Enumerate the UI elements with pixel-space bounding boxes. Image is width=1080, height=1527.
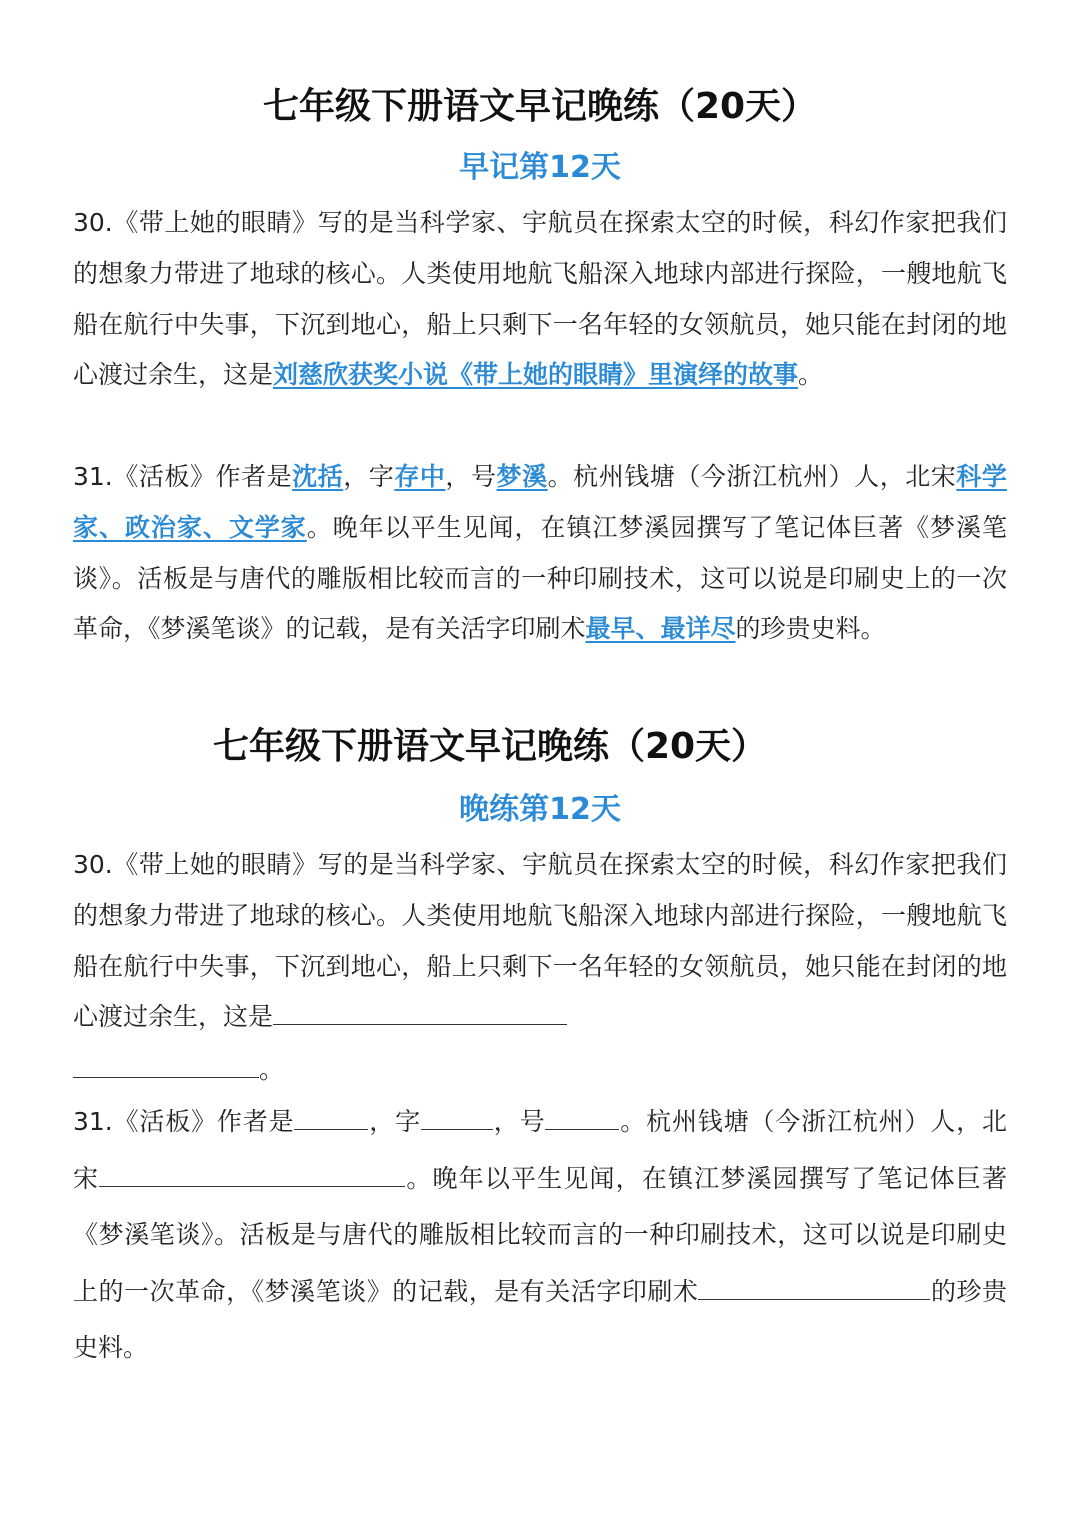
e-q31-text-3: ，号: [492, 1107, 546, 1136]
morning-subtitle: 早记第12天: [459, 150, 621, 185]
q31-answer-author: 沈括: [292, 462, 344, 491]
e-q31-text-1: 31.《活板》作者是: [73, 1107, 295, 1136]
e-q30-text: 30.《带上她的眼睛》写的是当科学家、宇航员在探索太空的时候，科幻作家把我们的想象力带进了地球的核心。人类使用地航飞船深入地球内部进行探险，一艘地航飞船在航行中失事，下沉到地心，船上只剩下一名年轻的女领航员，她只能在封闭的地心渡过余生，这是: [73, 850, 1007, 1032]
e-q30-blank-2[interactable]: [73, 1051, 259, 1078]
q31-text-4: 。杭州钱塘（今浙江杭州）人，北宋: [547, 462, 957, 491]
morning-q31: [73, 452, 1007, 655]
q31-text-1: 31.《活板》作者是: [73, 462, 293, 491]
evening-q30: [73, 840, 1007, 1096]
morning-q30: [73, 198, 1007, 401]
q31-text-2: ，字: [343, 462, 395, 491]
q30-text: 30.《带上她的眼睛》写的是当科学家、宇航员在探索太空的时候，科幻作家把我们的想象力带进了地球的核心。人类使用地航飞船深入地球内部进行探险，一艘地航飞船在航行中失事，下沉到地心，船上只剩下一名年轻的女领航员，她只能在封闭的地心渡过余生，这是: [73, 208, 1007, 390]
e-q30-end: 。: [259, 1055, 285, 1085]
e-q31-text-4: 。杭州钱塘（今浙江杭州）人，北宋: [73, 1107, 1007, 1193]
e-q31-text-2: ，字: [368, 1107, 421, 1136]
q31-answer-earliest: 最早、最详尽: [585, 614, 736, 644]
e-q30-blank-1[interactable]: [273, 998, 567, 1025]
q31-text-3: ，号: [445, 462, 497, 491]
e-q31-blank-earliest[interactable]: [698, 1273, 930, 1300]
q31-answer-hao: 梦溪: [496, 462, 548, 491]
evening-title: 七年级下册语文早记晚练（20天）: [212, 726, 768, 767]
evening-q31: [73, 1094, 1007, 1377]
q30-end: 。: [798, 360, 824, 390]
q31-answer-identity: 科学家、政治家、文学家: [73, 462, 1007, 542]
e-q31-blank-identity[interactable]: [99, 1160, 405, 1187]
evening-subtitle: 晚练第12天: [459, 792, 621, 827]
e-q31-blank-author[interactable]: [294, 1103, 368, 1130]
q31-text-5: 。晚年以平生见闻，在镇江梦溪园撰写了笔记体巨著《梦溪笔谈》。活板是与唐代的雕版相比较而言的一种印刷技术，这可以说是印刷史上的一次革命，《梦溪笔谈》的记载，是有关活字印刷术: [73, 512, 1007, 644]
q31-answer-zi: 存中: [394, 462, 446, 491]
e-q31-text-5: 。晚年以平生见闻，在镇江梦溪园撰写了笔记体巨著《梦溪笔谈》。活板是与唐代的雕版相比较而言的一种印刷技术，这可以说是印刷史上的一次革命，《梦溪笔谈》的记载，是有关活字印刷术: [73, 1163, 1007, 1306]
morning-title: 七年级下册语文早记晚练（20天）: [262, 86, 818, 127]
q31-text-6: 的珍贵史料。: [735, 614, 886, 644]
e-q31-blank-zi[interactable]: [421, 1103, 493, 1130]
e-q31-text-6: 的珍贵史料。: [73, 1276, 1007, 1362]
e-q31-blank-hao[interactable]: [545, 1103, 619, 1130]
q30-answer: 刘慈欣获奖小说《带上她的眼睛》里演绎的故事: [273, 360, 799, 390]
